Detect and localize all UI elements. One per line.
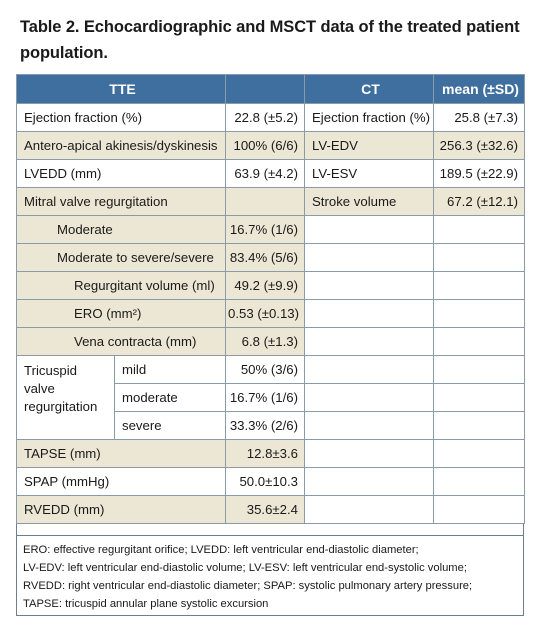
row-label: Mitral valve regurgitation [17,188,226,216]
footnote-line: ERO: effective regurgitant orifice; LVEDD: left ventricular end-diastolic diameter; [23,544,419,556]
row-value: 83.4% (5/6) [226,244,305,272]
empty-cell [434,272,525,300]
table-header-row [17,75,525,104]
empty-cell [305,328,434,356]
ct-value: 67.2 (±12.1) [434,188,525,216]
row-value: 6.8 (±1.3) [226,328,305,356]
empty-cell [434,412,525,440]
row-label: RVEDD (mm) [17,496,226,524]
row-label: SPAP (mmHg) [17,468,226,496]
row-label: Regurgitant volume (ml) [17,272,226,300]
row-value: 0.53 (±0.13) [226,300,305,328]
table-title: Table 2. Echocardiographic and MSCT data of the treated patient population. [20,18,520,62]
table-row [17,440,525,468]
ct-label: Stroke volume [305,188,434,216]
tricuspid-sub-label: mild [115,356,226,384]
row-value: 16.7% (1/6) [226,216,305,244]
footnote-line: RVEDD: right ventricular end-diastolic diameter; SPAP: systolic pulmonary artery pressure; [23,580,473,592]
row-label: Ejection fraction (%) [17,104,226,132]
table-row [17,244,525,272]
row-value: 50.0±10.3 [226,468,305,496]
empty-cell [305,300,434,328]
data-table [16,74,525,524]
table-row [17,300,525,328]
table-row [17,132,525,160]
tricuspid-sub-label: moderate [115,384,226,412]
empty-cell [434,356,525,384]
header-tte: TTE [17,75,226,104]
empty-cell [305,272,434,300]
tricuspid-sub-value: 33.3% (2/6) [226,412,305,440]
empty-cell [434,244,525,272]
footnote-line: LV-EDV: left ventricular end-diastolic volume; LV-ESV: left ventricular end-systolic volume; [23,562,467,574]
footnote-line: TAPSE: tricuspid annular plane systolic excursion [23,598,269,610]
table-row [17,328,525,356]
empty-cell [434,328,525,356]
empty-cell [305,384,434,412]
row-label: TAPSE (mm) [17,440,226,468]
empty-cell [434,496,525,524]
empty-cell [305,356,434,384]
empty-cell [434,300,525,328]
empty-cell [434,440,525,468]
row-value: 22.8 (±5.2) [226,104,305,132]
table-footnote [16,535,524,616]
row-value: 12.8±3.6 [226,440,305,468]
empty-cell [305,468,434,496]
tricuspid-sub-value: 16.7% (1/6) [226,384,305,412]
row-label: LVEDD (mm) [17,160,226,188]
empty-cell [305,216,434,244]
ct-label: Ejection fraction (%) [305,104,434,132]
row-label: Moderate to severe/severe [17,244,226,272]
table-row [17,188,525,216]
empty-cell [305,244,434,272]
tricuspid-sub-label: severe [115,412,226,440]
table-row [17,356,525,384]
header-tte-value [226,75,305,104]
ct-label: LV-EDV [305,132,434,160]
ct-label: LV-ESV [305,160,434,188]
tricuspid-label: Tricuspid valve regurgitation [17,356,115,440]
row-label: Moderate [17,216,226,244]
row-value: 100% (6/6) [226,132,305,160]
row-value: 49.2 (±9.9) [226,272,305,300]
ct-value: 189.5 (±22.9) [434,160,525,188]
tricuspid-sub-value: 50% (3/6) [226,356,305,384]
row-value [226,188,305,216]
row-value: 63.9 (±4.2) [226,160,305,188]
empty-cell [305,412,434,440]
empty-cell [434,216,525,244]
table-row [17,160,525,188]
ct-value: 256.3 (±32.6) [434,132,525,160]
empty-cell [305,496,434,524]
table-row [17,468,525,496]
table-row [17,496,525,524]
table-row [17,104,525,132]
ct-value: 25.8 (±7.3) [434,104,525,132]
table-row [17,272,525,300]
row-label: ERO (mm²) [17,300,226,328]
row-label: Vena contracta (mm) [17,328,226,356]
header-ct: CT [305,75,434,104]
table-row [17,216,525,244]
row-value: 35.6±2.4 [226,496,305,524]
empty-cell [305,440,434,468]
row-label: Antero-apical akinesis/dyskinesis [17,132,226,160]
empty-cell [434,468,525,496]
header-mean: mean (±SD) [434,75,525,104]
empty-cell [434,384,525,412]
